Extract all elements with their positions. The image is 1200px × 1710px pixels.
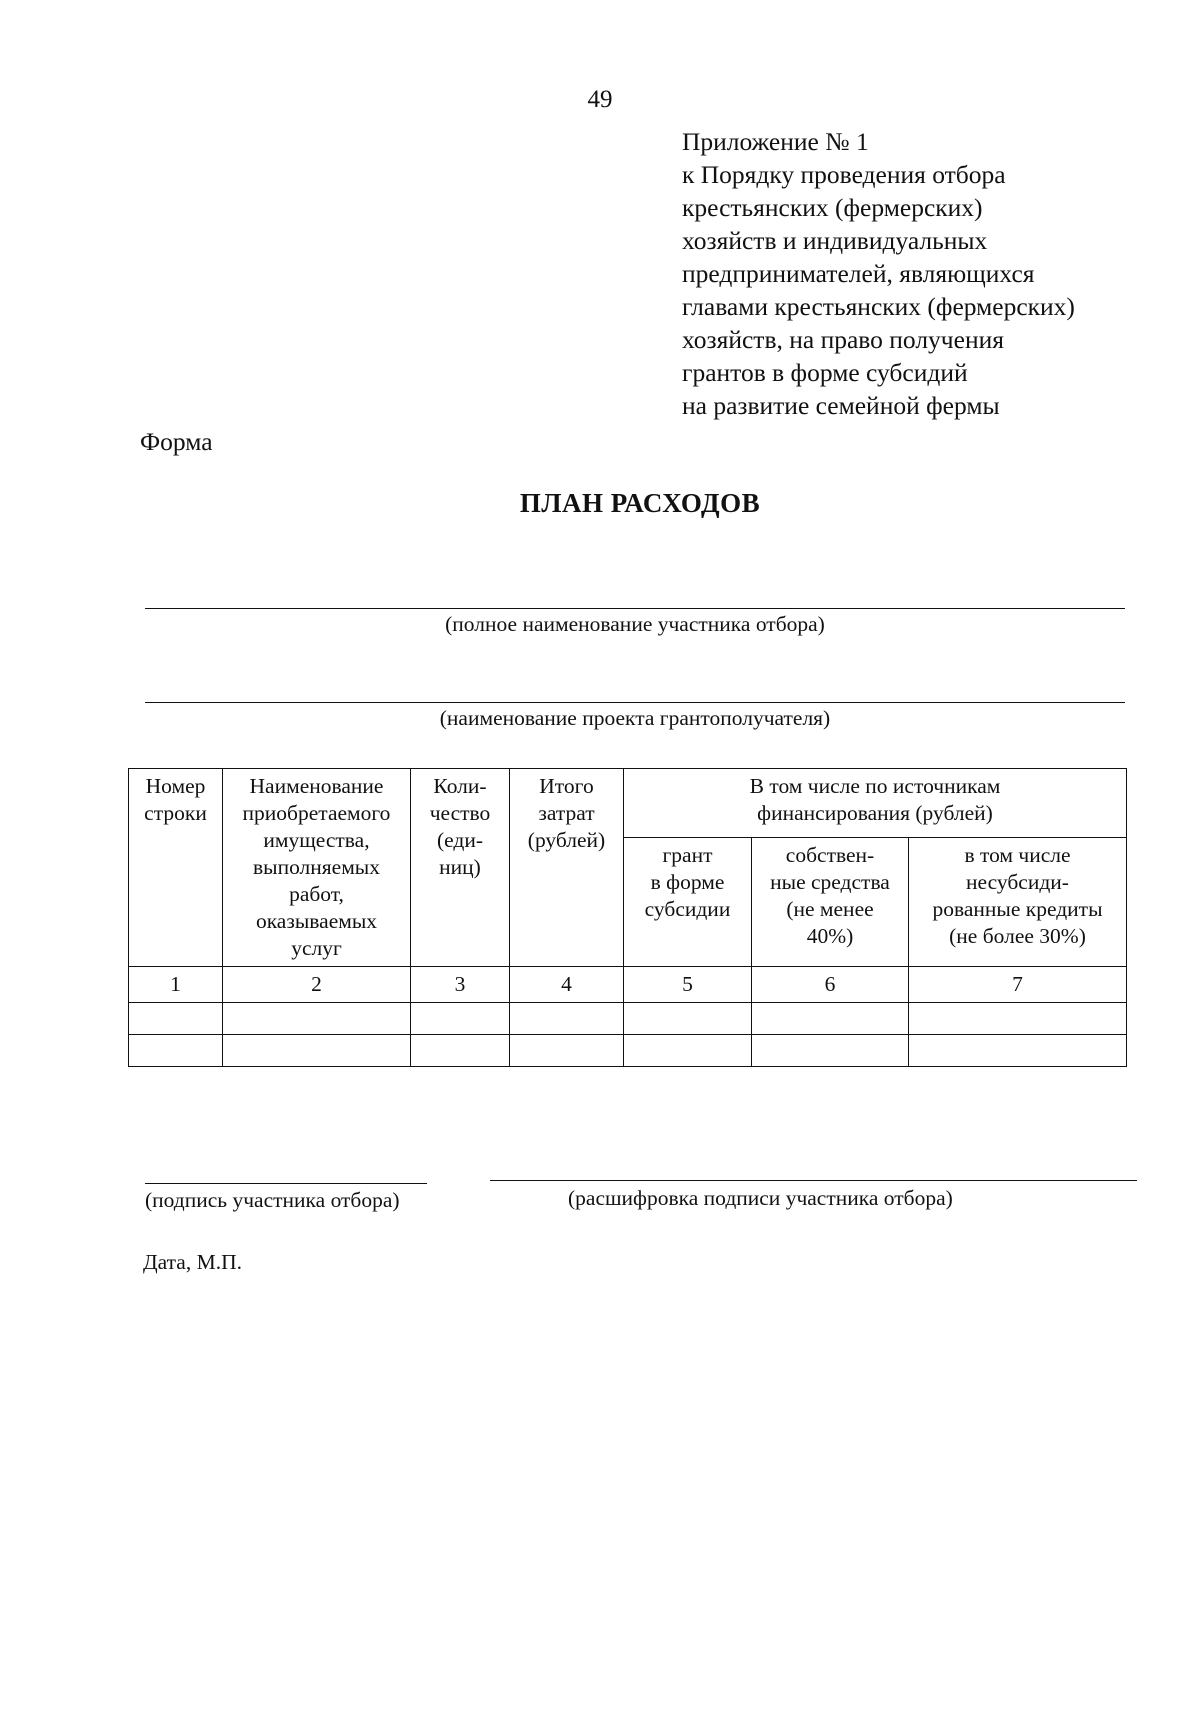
header-funding-sources: В том числе по источникам финансирования (рублей) xyxy=(624,769,1127,838)
header-own-funds: собствен- ные средства (не менее 40%) xyxy=(752,838,909,967)
participant-name-caption: (полное наименование участника отбора) xyxy=(445,612,825,636)
appendix-line: предпринимателей, являющихся xyxy=(682,259,1035,288)
column-number: 5 xyxy=(624,967,752,1003)
column-number: 1 xyxy=(129,967,223,1003)
appendix-line: на развитие семейной фермы xyxy=(682,391,1000,420)
column-number: 7 xyxy=(909,967,1127,1003)
header-loans: в том числе несубсиди- рованные кредиты (не более 30%) xyxy=(909,838,1127,967)
column-number: 4 xyxy=(510,967,624,1003)
table-cell xyxy=(624,1003,752,1035)
table-row xyxy=(129,1035,1127,1067)
table-cell xyxy=(223,1003,411,1035)
document-title: ПЛАН РАСХОДОВ xyxy=(519,488,761,518)
table-cell xyxy=(909,1003,1127,1035)
table-cell xyxy=(752,1035,909,1067)
project-name-line xyxy=(145,702,1125,703)
header-grant: грант в форме субсидии xyxy=(624,838,752,967)
table-cell xyxy=(510,1003,624,1035)
page-number: 49 xyxy=(587,86,613,113)
table-cell xyxy=(411,1003,510,1035)
appendix-line: хозяйств и индивидуальных xyxy=(682,226,988,255)
header-quantity: Коли- чество (еди- ниц) xyxy=(411,769,510,967)
appendix-line: грантов в форме субсидий xyxy=(682,358,968,387)
header-total-cost: Итого затрат (рублей) xyxy=(510,769,624,967)
column-numbers-row xyxy=(129,967,1127,1003)
header-row-number: Номер строки xyxy=(129,769,223,967)
appendix-line: крестьянских (фермерских) xyxy=(682,193,983,222)
appendix-block xyxy=(682,125,1075,422)
column-number: 6 xyxy=(752,967,909,1003)
expense-plan-table xyxy=(128,768,1127,1067)
appendix-line: Приложение № 1 xyxy=(682,127,869,156)
column-number: 3 xyxy=(411,967,510,1003)
project-name-caption: (наименование проекта грантополучателя) xyxy=(439,706,831,730)
signature-decode-line xyxy=(490,1180,1137,1181)
signature-decode-caption: (расшифровка подписи участника отбора) xyxy=(568,1186,953,1210)
table-cell xyxy=(129,1035,223,1067)
table-cell xyxy=(510,1035,624,1067)
table-cell xyxy=(223,1035,411,1067)
appendix-line: хозяйств, на право получения xyxy=(682,325,1004,354)
date-label: Дата, М.П. xyxy=(143,1250,242,1274)
participant-name-line xyxy=(145,608,1125,609)
signature-caption: (подпись участника отбора) xyxy=(145,1188,400,1212)
table-cell xyxy=(129,1003,223,1035)
table-row xyxy=(129,1003,1127,1035)
table-cell xyxy=(411,1035,510,1067)
table-cell xyxy=(752,1003,909,1035)
signature-line xyxy=(145,1183,427,1184)
column-number: 2 xyxy=(223,967,411,1003)
appendix-line: к Порядку проведения отбора xyxy=(682,160,1006,189)
appendix-line: главами крестьянских (фермерских) xyxy=(682,292,1075,321)
form-label: Форма xyxy=(140,427,213,456)
table-cell xyxy=(624,1035,752,1067)
table-cell xyxy=(909,1035,1127,1067)
header-item-name: Наименование приобретаемого имущества, выполняемых работ, оказываемых услуг xyxy=(223,769,411,967)
